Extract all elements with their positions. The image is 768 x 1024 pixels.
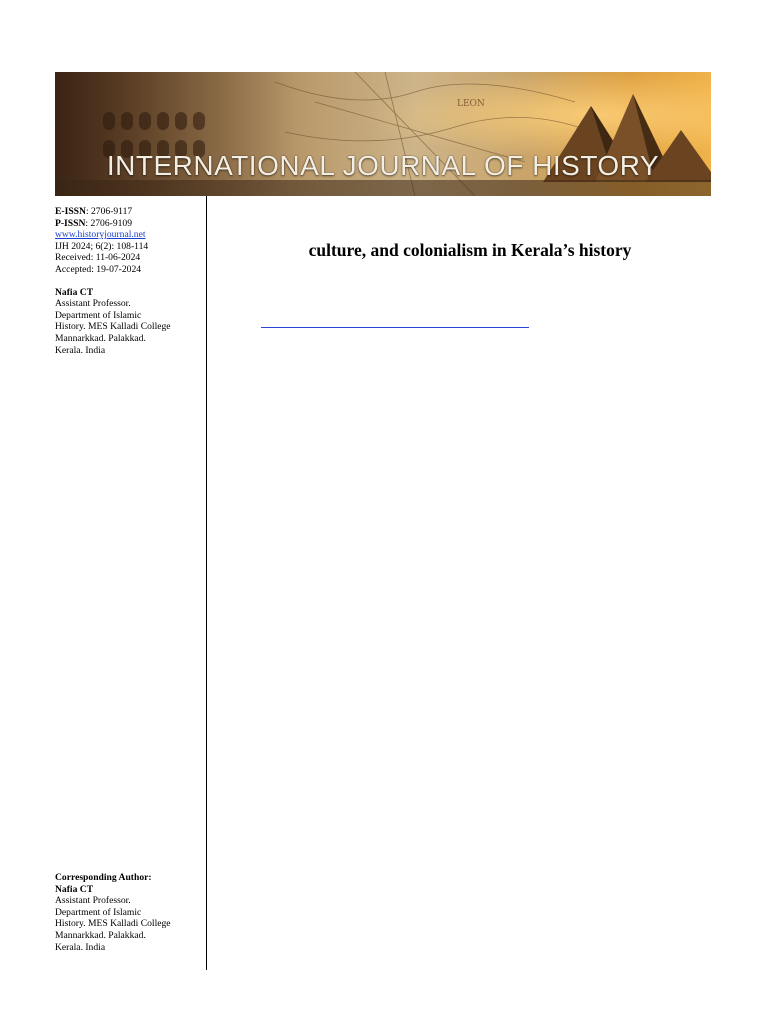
author-name: Nafia CT — [55, 286, 94, 298]
map-label: LEON — [457, 99, 485, 109]
journal-banner — [55, 72, 711, 196]
pissn-value: : 2706-9109 — [85, 217, 133, 229]
article-title: culture, and colonialism in Kerala’s history — [308, 240, 632, 260]
accepted-date: Accepted: 19-07-2024 — [55, 263, 142, 275]
corresponding-label: Corresponding Author: — [55, 872, 152, 883]
author-affiliation-line: Department of Islamic — [55, 309, 142, 321]
corresponding-affiliation-line: Mannarkkad. Palakkad. — [55, 929, 146, 941]
received-date: Received: 11-06-2024 — [55, 252, 141, 264]
corresponding-author — [55, 872, 203, 953]
link-underline[interactable] — [261, 327, 529, 328]
corresponding-name: Nafia CT — [55, 883, 94, 895]
pissn — [55, 218, 203, 230]
eissn-label: E-ISSN — [55, 206, 86, 217]
eissn — [55, 206, 203, 218]
corresponding-affiliation-line: Assistant Professor. — [55, 895, 131, 907]
author-affiliation-line: Assistant Professor. — [55, 298, 131, 310]
journal-website-link[interactable]: www.historyjournal.net — [55, 229, 146, 241]
journal-title: INTERNATIONAL JOURNAL OF HISTORY — [106, 150, 660, 181]
pissn-label: P-ISSN — [55, 217, 86, 229]
author-affiliation-line: History. MES Kalladi College — [55, 321, 171, 333]
sidebar-metadata — [55, 206, 203, 356]
corresponding-affiliation-line: Department of Islamic — [55, 906, 142, 918]
eissn-value: : 2706-9117 — [85, 206, 133, 217]
citation: IJH 2024; 6(2): 108-114 — [55, 240, 149, 252]
author-affiliation-line: Kerala. India — [55, 344, 106, 356]
corresponding-affiliation-line: Kerala. India — [55, 941, 106, 953]
corresponding-affiliation-line: History. MES Kalladi College — [55, 918, 171, 930]
column-divider — [206, 196, 207, 970]
author-affiliation-line: Mannarkkad. Palakkad. — [55, 332, 146, 344]
